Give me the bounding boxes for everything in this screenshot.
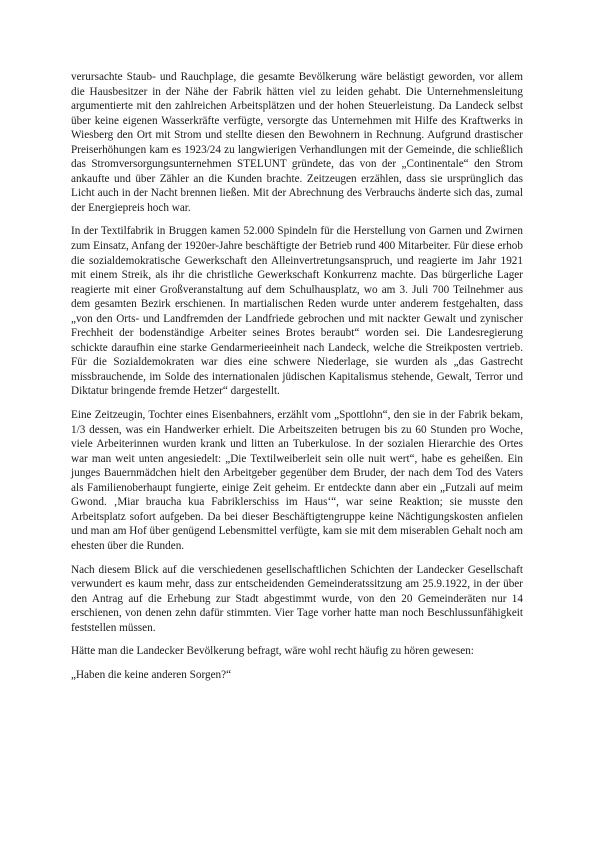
- paragraph-power-supply: verursachte Staub- und Rauchplage, die gesamte Bevölkerung wäre belästigt geworden, vor allem die Hausbesitzer in der Nähe der Fabrik hätten viel zu leiden gehabt. Die Unternehmensleitung argumentierte mit den zahlreichen Arbeitsplätzen und der hohen Steuerleistung. Da Landeck selbst über keine eigenen Wasserkräfte verfügte, versorgte das Unternehmen mit Hilfe des Kraftwerks in Wiesberg den Ort mit Strom und stellte diesen den Bewohnern in Rechnung. Aufgrund drastischer Preiserhöhungen kam es 1923/24 zu langwierigen Verhandlungen mit der Gemeinde, die schließlich das Stromversorgungsunternehmen STELUNT gründete, das von der „Continentale“ den Strom ankaufte und über Zähler an die Kunden brachte. Zeitzeugen erzählen, dass sie ursprünglich das Licht auch in der Nacht brennen ließen. Mit der Abrechnung des Verbrauchs änderte sich das, zumal der Energiepreis hoch war.: [71, 71, 523, 214]
- paragraph-population-question: Hätte man die Landecker Bevölkerung befragt, wäre wohl recht häufig zu hören gewesen:: [71, 645, 474, 658]
- closing-quote: „Haben die keine anderen Sorgen?“: [71, 668, 232, 681]
- paragraph-council-vote: Nach diesem Blick auf die verschiedenen gesellschaftlichen Schichten der Landecker Gesellschaft verwundert es kaum mehr, dass zur entscheidenden Gemeinderatssitzung am 25.9.1922, in der über den Antrag auf die Erhebung zur Stadt abgestimmt wurde, von den 20 Gemeinderäten nur 14 erschienen, von denen zehn dafür stimmten. Vier Tage vorher hatte man noch Beschlussunfähigkeit feststellen müssen.: [71, 563, 523, 634]
- paragraph-textile-factory-strike: In der Textilfabrik in Bruggen kamen 52.000 Spindeln für die Herstellung von Garnen und Zwirnen zum Einsatz, Anfang der 1920er-Jahre beschäftigte der Betrieb rund 400 Mitarbeiter. Für diese erhob die sozialdemokratische Gewerkschaft den Alleinvertretungsanspruch, und reagierte im Jahr 1921 mit einem Streik, als ihr die christliche Gewerkschaft Konkurrenz machte. Das bürgerliche Lager reagierte mit einer Großveranstaltung auf dem Schulhausplatz, wo am 3. Juli 700 Teilnehmer aus dem gesamten Bezirk erschienen. In martialischen Reden wurde unter anderem festgehalten, dass „von den Orts- und Landfremden der Landfriede gebrochen und mit nackter Gewalt und zynischer Frechheit der bodenständige Arbeiter seines Brotes beraubt“ worden sei. Die Landesregierung schickte daraufhin eine starke Gendarmerieeinheit nach Landeck, welche die Streikposten vertrieb. Für die Sozialdemokraten war dies eine schwere Niederlage, sie wurden als „das Gastrecht missbrauchende, im Solde des internationalen jüdischen Kapitalismus stehende, Gewalt, Terror und Diktatur bringende fremde Hetzer“ dargestellt.: [71, 225, 523, 398]
- paragraph-eyewitness-wages: Eine Zeitzeugin, Tochter eines Eisenbahners, erzählt vom „Spottlohn“, den sie in der Fabrik bekam, 1/3 dessen, was ein Handwerker erhielt. Die Arbeitszeiten betrugen bis zu 60 Stunden pro Woche, viele Arbeiterinnen wurden krank und litten an Tuberkulose. In der sozialen Hierarchie des Ortes war man weit unten angesiedelt: „Die Textilweiberleit sein olle nuit wert“, habe es geheißen. Ein junges Bauernmädchen hielt den Arbeitgeber gegenüber dem Bruder, der nach dem Tod des Vaters als Familienoberhaupt fungierte, einige Zeit geheim. Er entdeckte dann aber ein „Futzali auf meim Gwond. ‚Miar braucha kua Fabriklerschiss im Haus‘“, war seine Reaktion; sie musste den Arbeitsplatz sofort aufgeben. Da bei dieser Beschäftigtengruppe keine Nächtigungskosten anfielen und man am Hof über genügend Lebensmittel verfügte, kam sie mit dem miserablen Gehalt noch am ehesten über die Runden.: [71, 409, 523, 552]
- document-page: [71, 70, 523, 691]
